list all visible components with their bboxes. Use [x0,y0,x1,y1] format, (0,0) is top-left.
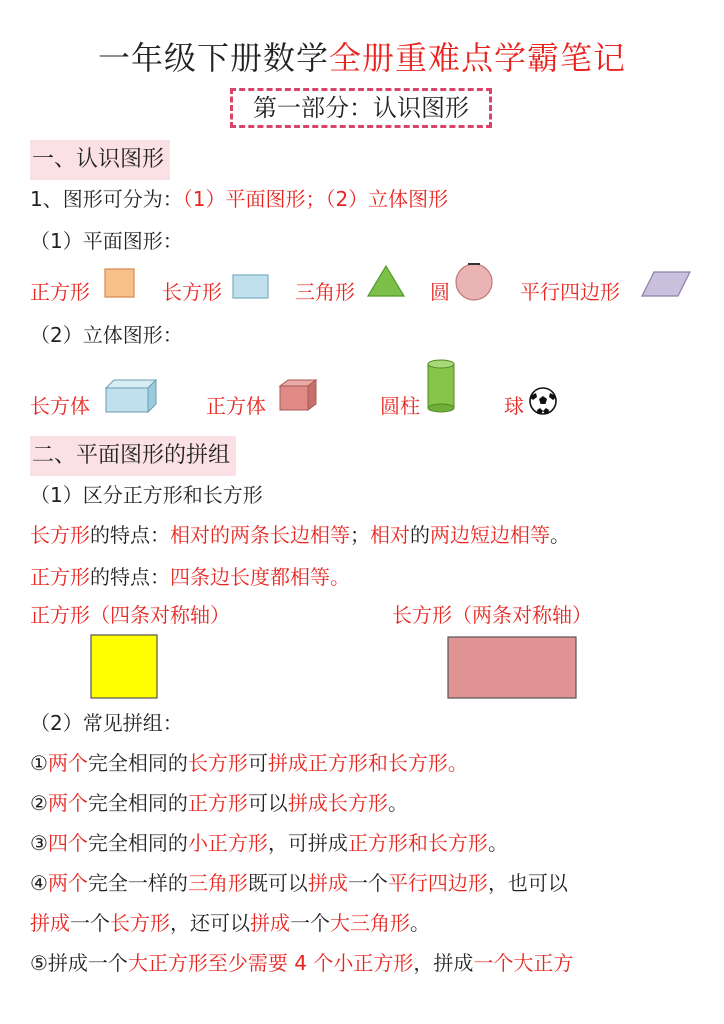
solid-heading: （2）立体图形： [30,323,183,347]
label-triangle: 三角形 [295,280,355,304]
rect-feature-line: 长方形的特点：相对的两条长边相等；相对的两边短边相等。 [30,523,570,547]
label-cuboid: 长方体 [30,394,90,418]
part-label-box [230,88,492,128]
sub1-heading: （1）区分正方形和长方形 [30,483,263,507]
pink-rectangle [447,636,579,700]
circle-shape-icon [454,260,494,302]
square-axes-label: 正方形（四条对称轴） [30,603,230,627]
label-cube: 正方体 [206,394,266,418]
combo-item-3: ③四个完全相同的小正方形，可拼成正方形和长方形。 [30,831,508,855]
section-heading-1: 一、认识图形 [30,140,170,180]
rectangle-shape-icon [232,274,270,300]
combo-item-5: ⑤拼成一个大正方形至少需要 4 个小正方形，拼成一个大正方 [30,951,574,975]
cube-shape-icon [278,378,318,414]
page-title [0,36,724,80]
combo-item-1: ①两个完全相同的长方形可拼成正方形和长方形。 [30,751,468,775]
combo-item-2: ②两个完全相同的正方形可以拼成长方形。 [30,791,408,815]
plane-heading: （1）平面图形： [30,229,183,253]
rect-axes-label: 长方形（两条对称轴） [392,603,592,627]
classify-line [30,184,448,214]
triangle-shape-icon [366,264,406,298]
title-red: 全册重难点学霸笔记 [329,39,627,77]
parallelogram-shape-icon [640,270,692,298]
section-heading-2: 二、平面图形的拼组 [30,436,236,476]
label-square: 正方形 [30,280,90,304]
label-rectangle: 长方形 [162,280,222,304]
square-shape-icon [104,268,136,300]
label-sphere: 球 [504,394,524,418]
classify-prefix: 1、图形可分为： [30,187,183,211]
combo-item-4-cont: 拼成一个长方形，还可以拼成一个大三角形。 [30,911,430,935]
label-circle: 圆 [430,280,450,304]
square-feature-line: 正方形的特点：四条边长度都相等。 [30,565,350,589]
title-black: 一年级下册数学 [97,39,329,77]
soccer-ball-icon [528,386,558,416]
label-parallelogram: 平行四边形 [520,280,620,304]
label-cylinder: 圆柱 [380,394,420,418]
classify-value: （1）平面图形；（2）立体图形 [182,187,449,211]
part-label: 第一部分：认识图形 [253,94,469,122]
sub2-heading: （2）常见拼组： [30,711,183,735]
cuboid-shape-icon [104,378,158,414]
yellow-square [90,634,160,700]
cylinder-shape-icon [426,358,456,414]
combo-item-4: ④两个完全一样的三角形既可以拼成一个平行四边形，也可以 [30,871,568,895]
